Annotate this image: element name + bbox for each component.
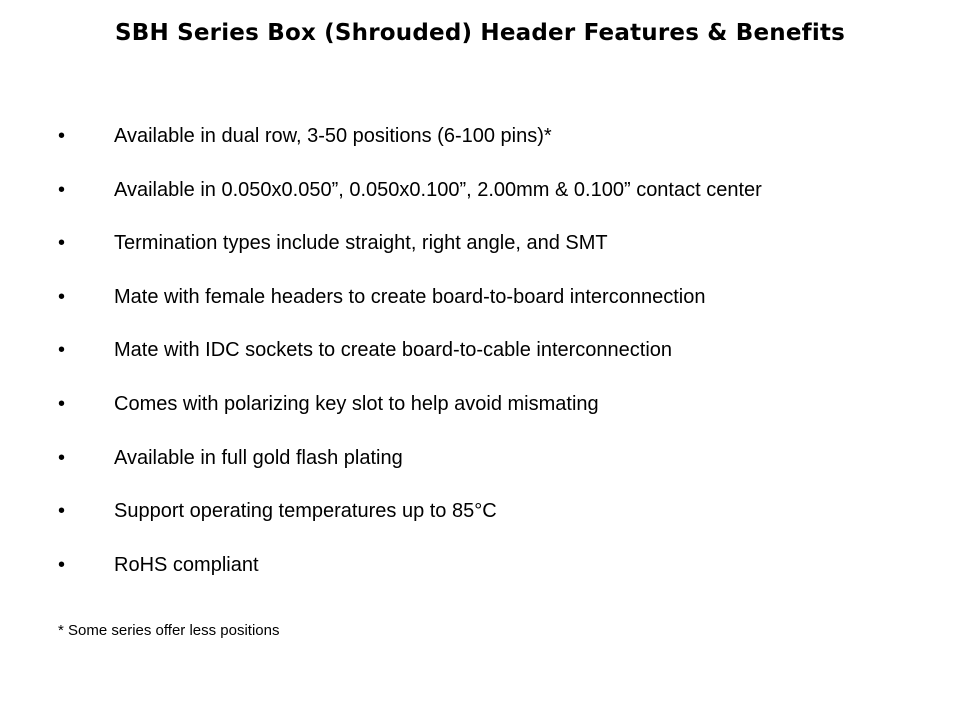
- bullet-text: Comes with polarizing key slot to help avoid mismating: [114, 392, 599, 415]
- bullet-text: RoHS compliant: [114, 553, 259, 576]
- bullet-icon: •: [58, 232, 66, 255]
- bullet-icon: •: [58, 125, 66, 147]
- bullet-icon: •: [58, 285, 66, 308]
- bullet-text: Available in full gold flash plating: [114, 446, 403, 469]
- bullet-text: Termination types include straight, right angle, and SMT: [114, 232, 608, 255]
- bullet-text: Support operating temperatures up to 85°C: [114, 500, 497, 523]
- list-item: [58, 281, 938, 335]
- bullet-text: Available in 0.050x0.050”, 0.050x0.100”, 2.00mm & 0.100” contact center: [114, 178, 762, 201]
- list-item: [58, 334, 938, 388]
- bullet-text: Available in dual row, 3-50 positions (6-100 pins)*: [114, 125, 552, 147]
- bullet-icon: •: [58, 500, 66, 523]
- footnote: * Some series offer less positions: [58, 622, 280, 639]
- list-item: [58, 120, 938, 174]
- bullet-icon: •: [58, 446, 66, 469]
- slide-title: SBH Series Box (Shrouded) Header Features & Benefits: [114, 20, 846, 46]
- bullet-icon: •: [58, 178, 66, 201]
- list-item: [58, 549, 938, 603]
- feature-list: [58, 120, 938, 602]
- list-item: [58, 388, 938, 442]
- bullet-icon: •: [58, 339, 66, 362]
- bullet-icon: •: [58, 553, 66, 576]
- bullet-text: Mate with female headers to create board-to-board interconnection: [114, 285, 706, 308]
- bullet-icon: •: [58, 392, 66, 415]
- list-item: [58, 495, 938, 549]
- list-item: [58, 442, 938, 496]
- list-item: [58, 174, 938, 228]
- list-item: [58, 227, 938, 281]
- bullet-text: Mate with IDC sockets to create board-to-cable interconnection: [114, 339, 673, 362]
